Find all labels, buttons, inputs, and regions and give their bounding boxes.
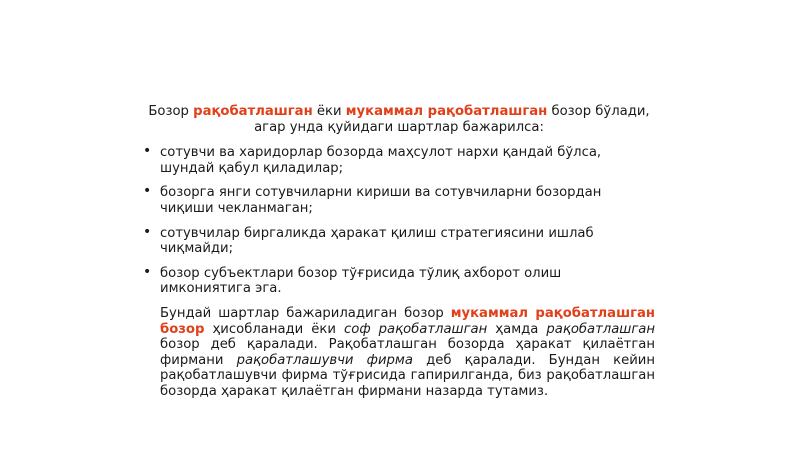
para-text-1: Бундай шартлар бажариладиган бозор: [160, 305, 451, 321]
condition-item-3: • сотувчилар биргаликда ҳаракат қилиш стратегиясини ишлаб чиқмайди;: [143, 226, 655, 257]
intro-highlight-perfect-competitive: мукаммал рақобатлашган: [345, 104, 548, 119]
intro-part-3: бозор бўлади, агар унда қуйидаги шартлар бажарилса:: [254, 104, 650, 135]
intro-part-2: ёки: [312, 104, 346, 119]
slide-content: [143, 104, 655, 400]
condition-item-1: • сотувчи ва харидорлар бозорда маҳсулот нархи қандай бўлса, шундай қабул қиладилар;: [143, 145, 655, 176]
conclusion-paragraph: [143, 306, 655, 400]
intro-text: [143, 104, 655, 135]
para-italic-competitive: рақобатлашган: [546, 321, 655, 337]
intro-highlight-competitive: рақобатлашган: [193, 104, 313, 119]
para-italic-firm: рақобатлашувчи фирма: [236, 352, 413, 368]
intro-part-1: Бозор: [148, 104, 194, 119]
condition-item-2: • бозорга янги сотувчиларни кириши ва сотувчиларни бозордан чиқиши чекланмаган;: [143, 185, 655, 216]
para-italic-pure: соф рақобатлашган: [344, 321, 488, 337]
para-highlight-perfect-market: мукаммал рақобатлашган бозор: [160, 305, 655, 337]
para-text-2: ҳисобланади ёки: [204, 321, 344, 337]
para-text-5: деб қаралади. Бундан кейин рақобатлашувчи фирма тўғрисида гапирилганда, биз рақобатлашган бозорда ҳаракат қилаётган фирмани назарда тутамиз.: [160, 352, 655, 399]
para-text-4: бозор деб қаралади. Рақобатлашган бозорда ҳаракат қилаётган фирмани: [160, 337, 655, 368]
condition-item-4: • бозор субъектлари бозор тўғрисида тўлиқ ахборот олиш имкониятига эга.: [143, 266, 655, 297]
para-text-3: ҳамда: [487, 321, 547, 337]
conditions-list: [143, 145, 655, 297]
